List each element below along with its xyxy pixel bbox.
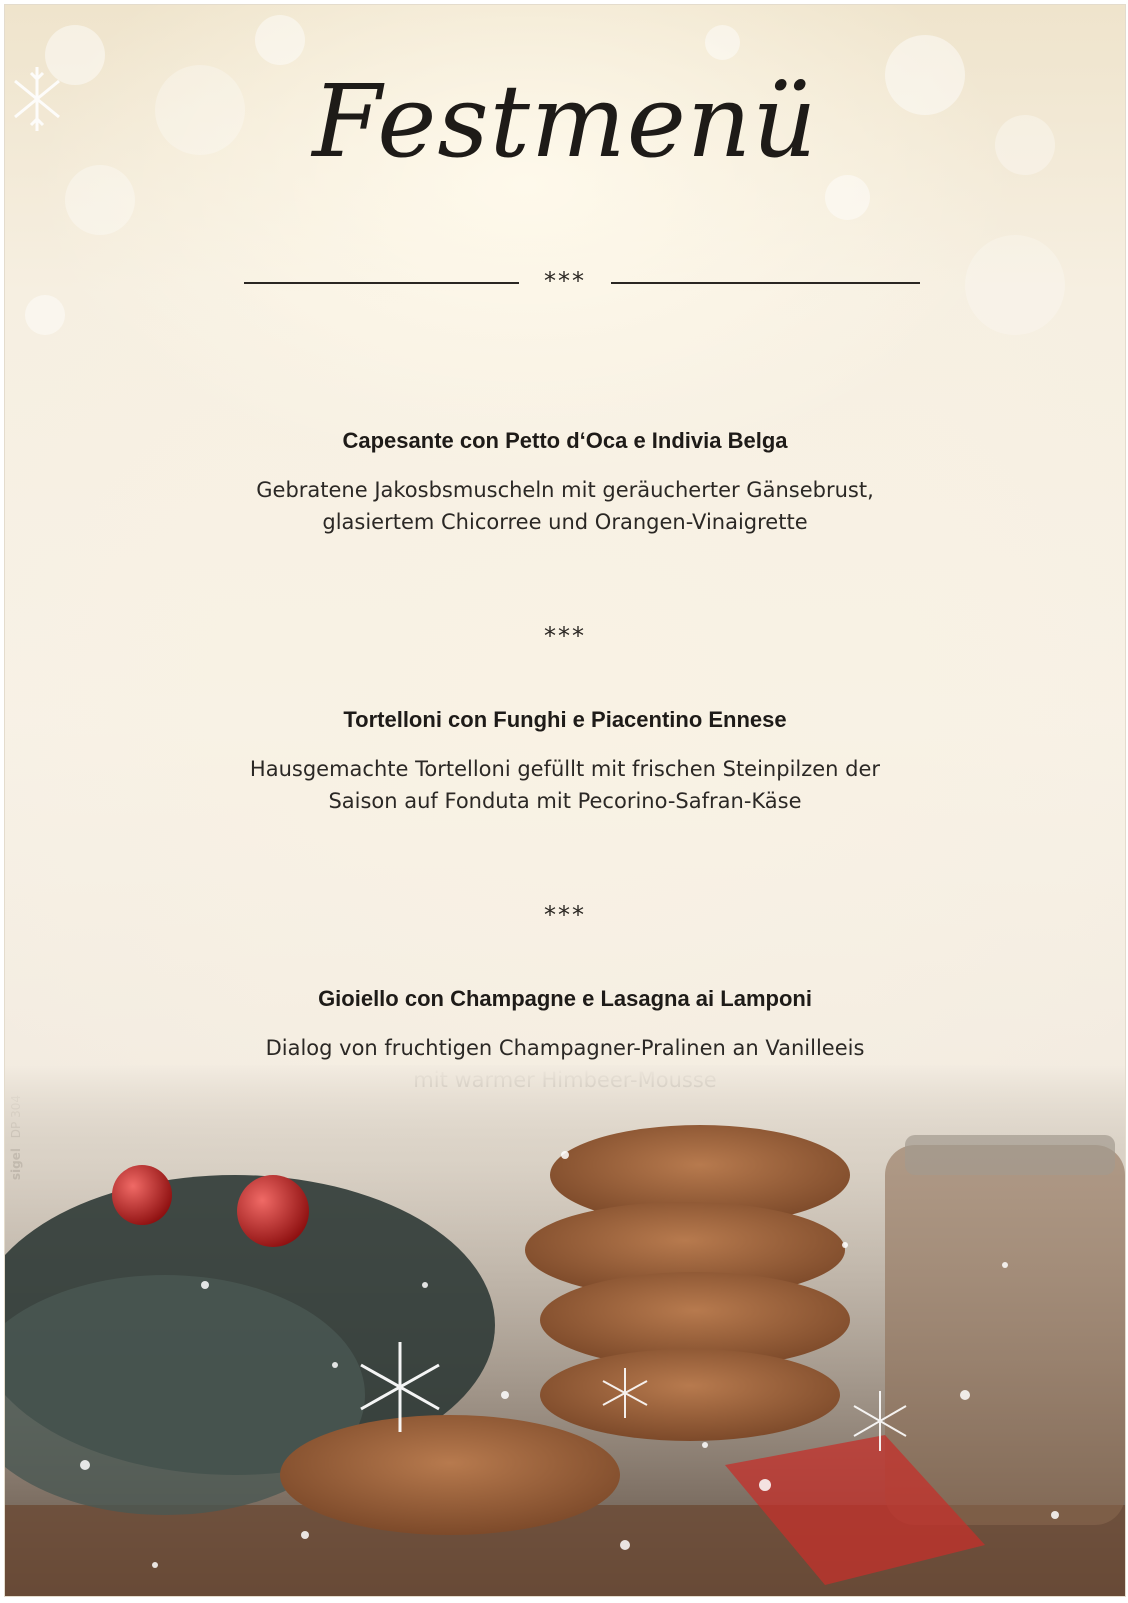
bokeh-light [825, 175, 870, 220]
course-1-description-line1: Gebratene Jakosbsmuscheln mit geräucherter Gänsebrust, [256, 478, 874, 502]
course-3-name: Gioiello con Champagne e Lasagna ai Lamponi [318, 986, 812, 1011]
course-1-name: Capesante con Petto d‘Oca e Indivia Belga [342, 428, 788, 453]
bokeh-light [705, 25, 740, 60]
menu-page [4, 4, 1126, 1597]
course-1 [5, 428, 1125, 538]
divider-stars-2: *** [544, 901, 586, 929]
bokeh-light [25, 295, 65, 335]
menu-title: Festmenü [312, 63, 818, 180]
course-2 [5, 707, 1125, 817]
top-divider-stars: *** [544, 267, 586, 295]
course-2-description [205, 753, 925, 817]
course-3-description-line1: Dialog von fruchtigen Champagner-Pralinen an Vanilleeis [265, 1036, 865, 1060]
right-divider-rule [611, 282, 920, 284]
red-bauble [237, 1175, 309, 1247]
glass-jar [885, 1145, 1125, 1525]
cookie [540, 1349, 840, 1441]
red-bauble [112, 1165, 172, 1225]
course-2-name: Tortelloni con Funghi e Piacentino Ennese [343, 707, 787, 732]
bokeh-light [255, 15, 305, 65]
cookies-photo [5, 1065, 1125, 1596]
course-1-description-line2: glasiertem Chicorree und Orangen-Vinaigrette [322, 510, 808, 534]
course-2-description-line1: Hausgemachte Tortelloni gefüllt mit frischen Steinpilzen der [249, 757, 881, 781]
course-1-description [205, 474, 925, 538]
divider-stars-1: *** [544, 622, 586, 650]
course-2-description-line2: Saison auf Fonduta mit Pecorino-Safran-Käse [328, 789, 802, 813]
cookie [280, 1415, 620, 1535]
